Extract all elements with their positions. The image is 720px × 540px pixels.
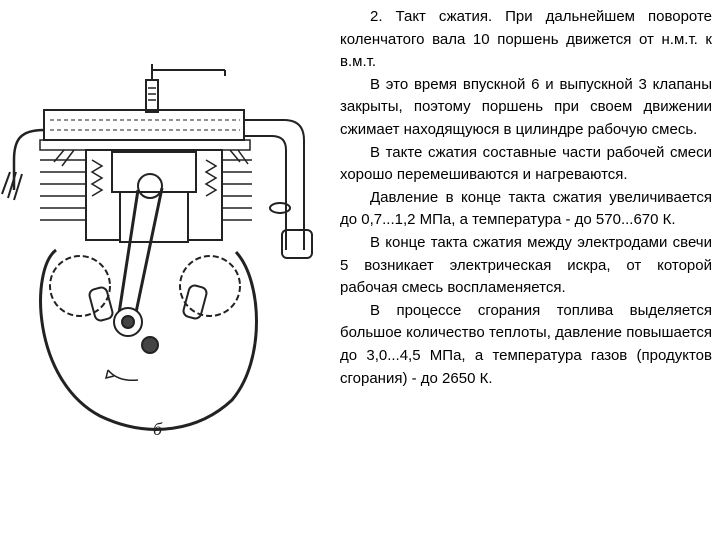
- valve-springs: [92, 160, 216, 196]
- crankcase: [41, 250, 257, 429]
- paragraph-mixing: В такте сжатия составные части рабочей смеси хорошо перемешиваются и нагреваются.: [340, 143, 712, 184]
- paragraph-compression-stroke: 2. Такт сжатия. При дальнейшем повороте коленчатого вала 10 поршень движется от н.м.т. к в.м.т.: [340, 8, 712, 71]
- diagram-label: б: [153, 419, 163, 439]
- engine-compression-stroke-diagram: [0, 60, 335, 450]
- intake-pipe: [2, 130, 44, 200]
- paragraph-pressure: Давление в конце такта сжатия увеличивается до 0,7...1,2 МПа, а температура - до 570...670 К.: [340, 188, 712, 229]
- paragraph-valves-closed: В это время впускной 6 и выпускной 3 клапаны закрыты, поэтому поршень при своем движении сжимает находящуюся в цилиндре рабочую смесь.: [340, 75, 712, 138]
- cylinder-head: [40, 110, 250, 150]
- description-text: [340, 6, 712, 390]
- paragraph-spark: В конце такта сжатия между электродами свечи 5 возникает электрическая искра, от которой рабочая смесь воспламеняется.: [340, 233, 712, 297]
- exhaust-pipe: [244, 120, 312, 258]
- spark-plug: [146, 64, 225, 112]
- paragraph-combustion: В процессе сгорания топлива выделяется большое количество теплоты, давление повышается до 3,0...4,5 МПа, а температура газов (продуктов сгорания) - до 2650 К.: [340, 301, 712, 387]
